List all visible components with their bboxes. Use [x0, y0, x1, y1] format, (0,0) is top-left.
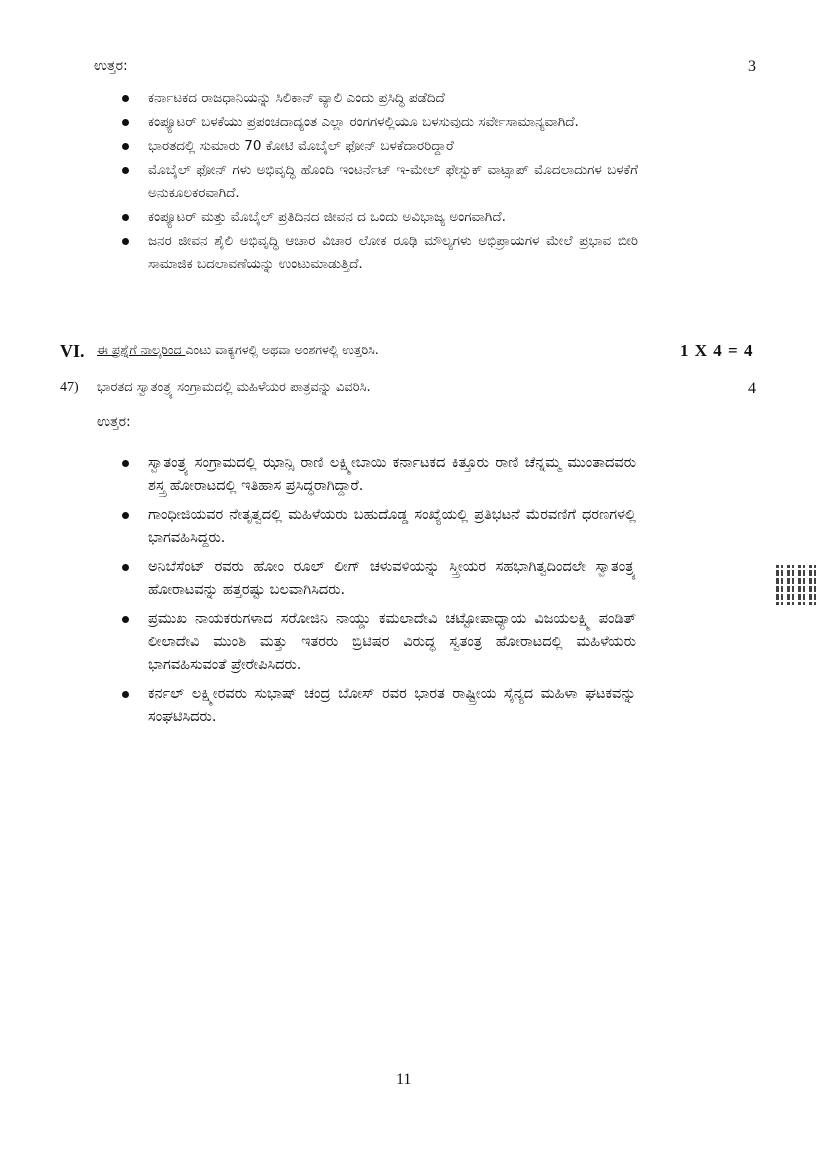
- list-item: ಭಾರತದಲ್ಲಿ ಸುಮಾರು 70 ಕೋಟಿ ಮೊಬೈಲ್ ಫೋನ್ ಬಳಕೆದಾರರಿದ್ದಾರೆ: [122, 135, 638, 158]
- instruction-rest: ಎಂಟು ವಾಕ್ಯಗಳಲ್ಲಿ ಅಥವಾ ಅಂಶಗಳಲ್ಲಿ ಉತ್ತರಿಸಿ.: [185, 342, 379, 357]
- list-item: ಕರ್ನಲ್ ಲಕ್ಷ್ಮೀರವರು ಸುಭಾಷ್ ಚಂದ್ರ ಬೋಸ್ ರವರ ಭಾರತ ರಾಷ್ಟ್ರೀಯ ಸೈನ್ಯದ ಮಹಿಳಾ ಘಟಕವನ್ನು ಸಂಘಟಿಸಿದರು.: [122, 683, 636, 729]
- list-item: ಕರ್ನಾಟಕದ ರಾಜಧಾನಿಯನ್ನು ಸಿಲಿಕಾನ್ ವ್ಯಾಲಿ ಎಂದು ಪ್ರಸಿದ್ಧಿ ಪಡೆದಿದೆ: [122, 87, 638, 110]
- answer-label: ಉತ್ತರ:: [97, 414, 131, 430]
- answer-label: ಉತ್ತರ:: [94, 58, 128, 74]
- list-item: ಕಂಪ್ಯೂಟರ್ ಮತ್ತು ಮೊಬೈಲ್ ಪ್ರತಿದಿನದ ಜೀವನ ದ ಒಂದು ಅವಿಭಾಜ್ಯ ಅಂಗವಾಗಿದೆ.: [122, 206, 638, 229]
- list-item: ಜನರ ಜೀವನ ಶೈಲಿ ಅಭಿವೃದ್ಧಿ ಆಚಾರ ವಿಚಾರ ಲೋಕ ರೂಢಿ ಮೌಲ್ಯಗಳು ಅಭಿಪ್ರಾಯಗಳ ಮೇಲೆ ಪ್ರಭಾವ ಬೀರಿ ಸಾಮಾಜಿಕ ಬದಲಾವಣೆಯನ್ನು ಉಂಟುಮಾಡುತ್ತಿದೆ.: [122, 230, 638, 276]
- page-marker: 3: [748, 58, 756, 75]
- list-item: ಪ್ರಮುಖ ನಾಯಕರುಗಳಾದ ಸರೋಜಿನಿ ನಾಯ್ಡು ಕಮಲಾದೇವಿ ಚಟ್ಟೋಪಾಧ್ಯಾಯ ವಿಜಯಲಕ್ಷ್ಮಿ ಪಂಡಿತ್ ಲೀಲಾದೇವಿ ಮುಂಶಿ ಮತ್ತು ಇತರರು ಬ್ರಿಟಿಷರ ವಿರುದ್ಧ ಸ್ವತಂತ್ರ ಹೋರಾಟದಲ್ಲಿ ಮಹಿಳೆಯರು ಭಾಗವಹಿಸುವಂತೆ ಪ್ರೇರೇಪಿಸಿದರು.: [122, 608, 636, 677]
- section-instruction: [97, 342, 379, 358]
- question-number: 47): [60, 380, 79, 395]
- list-item: ಕಂಪ್ಯೂಟರ್ ಬಳಕೆಯು ಪ್ರಪಂಚದಾದ್ಯಂತ ಎಲ್ಲಾ ರಂಗಗಳಲ್ಲಿಯೂ ಬಳಸುವುದು ಸರ್ವೇಸಾಮಾನ್ಯವಾಗಿದೆ.: [122, 111, 638, 134]
- qr-code-icon: [776, 565, 818, 605]
- page-number: 11: [396, 1071, 412, 1088]
- list-item: ಅನಿಬೆಸೆಂಟ್ ರವರು ಹೋಂ ರೂಲ್ ಲೀಗ್ ಚಳುವಳಿಯನ್ನು ಸ್ತ್ರೀಯರ ಸಹಭಾಗಿತ್ವದಿಂದಲೇ ಸ್ವಾತಂತ್ರ್ಯ ಹೋರಾಟವನ್ನು ಹತ್ತರಷ್ಟು ಬಲವಾಗಿಸಿದರು.: [122, 556, 636, 602]
- instruction-underlined: ಈ ಪ್ರಶ್ನೆಗೆ ನಾಲ್ಕರಿಂದ: [97, 342, 186, 357]
- question-marks: 4: [748, 380, 756, 397]
- section-marks: 1 X 4 = 4: [680, 341, 754, 360]
- section-number: VI.: [60, 341, 85, 361]
- list-item: ಗಾಂಧೀಜಿಯವರ ನೇತೃತ್ವದಲ್ಲಿ ಮಹಿಳೆಯರು ಬಹುದೊಡ್ಡ ಸಂಖ್ಯೆಯಲ್ಲಿ ಪ್ರತಿಭಟನೆ ಮೆರವಣಿಗೆ ಧರಣಗಳಲ್ಲಿ ಭಾಗವಹಿಸಿದ್ದರು.: [122, 504, 636, 550]
- list-item: ಮೊಬೈಲ್ ಫೋನ್ ಗಳು ಅಭಿವೃದ್ಧಿ ಹೊಂದಿ ಇಂಟರ್ನೆಟ್ ಇ-ಮೇಲ್ ಫೇಸ್ಬುಕ್ ವಾಟ್ಸಾಪ್ ಮೊದಲಾದುಗಳ ಬಳಕೆಗೆ ಅನುಕೂಲಕರವಾಗಿದೆ.: [122, 159, 638, 205]
- answer-bullet-list: [122, 452, 636, 735]
- question-text: ಭಾರತದ ಸ್ವಾತಂತ್ರ್ಯ ಸಂಗ್ರಾಮದಲ್ಲಿ ಮಹಿಳೆಯರ ಪಾತ್ರವನ್ನು ವಿವರಿಸಿ.: [97, 380, 371, 395]
- answer-bullet-list: [122, 87, 638, 277]
- list-item: ಸ್ವಾತಂತ್ರ್ಯ ಸಂಗ್ರಾಮದಲ್ಲಿ ಝಾನ್ಸಿ ರಾಣಿ ಲಕ್ಷ್ಮೀಬಾಯಿ ಕರ್ನಾಟಕದ ಕಿತ್ತೂರು ರಾಣಿ ಚೆನ್ನಮ್ಮ ಮುಂತಾದವರು ಶಸ್ತ್ರ ಹೋರಾಟದಲ್ಲಿ ಇತಿಹಾಸ ಪ್ರಸಿದ್ಧರಾಗಿದ್ದಾರೆ.: [122, 452, 636, 498]
